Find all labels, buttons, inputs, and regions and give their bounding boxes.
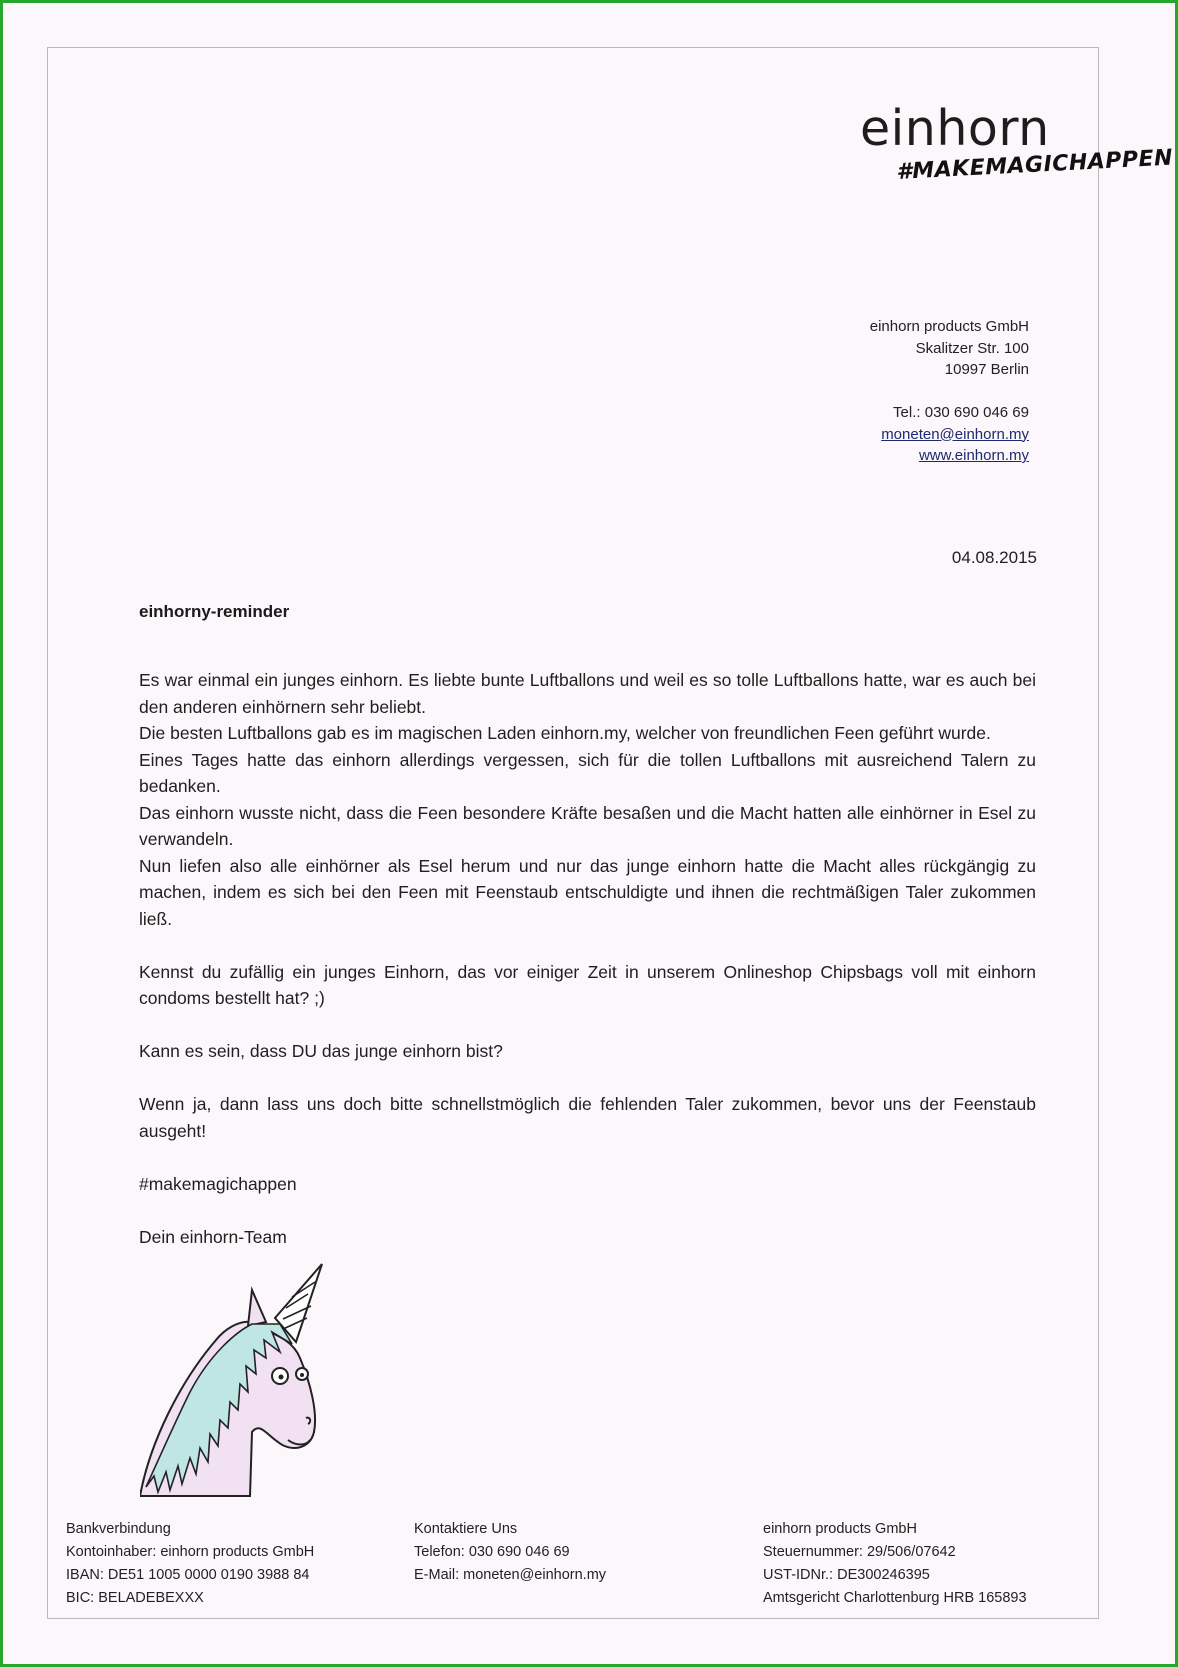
- logo-wordmark: einhorn: [860, 100, 1050, 157]
- story-paragraph: Nun liefen also alle einhörner als Esel herum und nur das junge einhorn hatte die Macht alles rückgängig zu machen, indem es sich bei den Feen mit Feenstaub entschuldigte und ihnen die rechtmäßigen Taler zukommen ließ.: [139, 855, 1036, 929]
- paragraph-spacer: [139, 1065, 1036, 1092]
- footer-bank-heading: Bankverbindung: [66, 1521, 171, 1537]
- unicorn-head-icon: [140, 1262, 330, 1497]
- sender-address: [870, 316, 1029, 467]
- footer-bank-holder: Kontoinhaber: einhorn products GmbH: [66, 1544, 315, 1560]
- sender-company: einhorn products GmbH: [869, 318, 1029, 335]
- letter-subject: einhorny-reminder: [139, 602, 290, 621]
- story-paragraph: Das einhorn wusste nicht, dass die Feen besondere Kräfte besaßen und die Macht hatten alle einhörner in Esel zu verwandeln.: [139, 802, 1036, 849]
- footer-company-heading: einhorn products GmbH: [763, 1521, 917, 1537]
- paragraph-spacer: [139, 1197, 1036, 1224]
- sender-website-link[interactable]: www.einhorn.my: [918, 447, 1029, 464]
- signature-line: Dein einhorn-Team: [139, 1226, 287, 1247]
- letter-body: [139, 667, 1036, 1250]
- footer-contact-phone: Telefon: 030 690 046 69: [414, 1544, 570, 1560]
- paragraph-spacer: [139, 1012, 1036, 1039]
- logo-tagline: #MAKEMAGICHAPPEN: [895, 145, 1174, 185]
- footer-company-column: [763, 1518, 1027, 1610]
- footer-company-vat: UST-IDNr.: DE300246395: [763, 1567, 930, 1583]
- story-paragraph: Eines Tages hatte das einhorn allerdings vergessen, sich für die tollen Luftballons mit ausreichend Talern zu bedanken.: [139, 749, 1036, 796]
- paragraph-spacer: [139, 1144, 1036, 1171]
- footer-contact-email: E-Mail: moneten@einhorn.my: [414, 1567, 607, 1583]
- sender-city: 10997 Berlin: [944, 361, 1029, 378]
- footer-bank-column: [66, 1518, 314, 1610]
- footer-bank-bic: BIC: BELADEBEXXX: [66, 1590, 204, 1606]
- footer-company-tax: Steuernummer: 29/506/07642: [763, 1544, 956, 1560]
- letter-date: 04.08.2015: [951, 548, 1037, 567]
- hashtag-line: #makemagichappen: [139, 1173, 297, 1194]
- request-paragraph: Wenn ja, dann lass uns doch bitte schnellstmöglich die fehlenden Taler zukommen, bevor uns der Feenstaub ausgeht!: [139, 1094, 1036, 1141]
- footer-company-court: Amtsgericht Charlottenburg HRB 165893: [763, 1590, 1027, 1606]
- sender-email-link[interactable]: moneten@einhorn.my: [881, 425, 1029, 443]
- sender-phone: Tel.: 030 690 046 69: [893, 404, 1029, 421]
- story-paragraph: Die besten Luftballons gab es im magischen Laden einhorn.my, welcher von freundlichen Feen geführt wurde.: [139, 723, 991, 743]
- story-paragraph: Es war einmal ein junges einhorn. Es liebte bunte Luftballons und weil es so tolle Luftballons hatte, war es auch bei den anderen einhörnern sehr beliebt.: [139, 670, 1036, 717]
- footer-bank-iban: IBAN: DE51 1005 0000 0190 3988 84: [66, 1567, 310, 1583]
- paragraph-spacer: [139, 932, 1036, 959]
- einhorn-logo: [860, 100, 1174, 214]
- footer-contact-heading: Kontaktiere Uns: [414, 1521, 518, 1537]
- sender-street: Skalitzer Str. 100: [915, 339, 1029, 357]
- footer-contact-column: [414, 1518, 606, 1587]
- question2-paragraph: Kann es sein, dass DU das junge einhorn bist?: [139, 1041, 503, 1061]
- sender-gap: [870, 381, 1029, 403]
- question-paragraph: Kennst du zufällig ein junges Einhorn, das vor einiger Zeit in unserem Onlineshop Chipsbags voll mit einhorn condoms bestellt hat? ;): [139, 961, 1036, 1008]
